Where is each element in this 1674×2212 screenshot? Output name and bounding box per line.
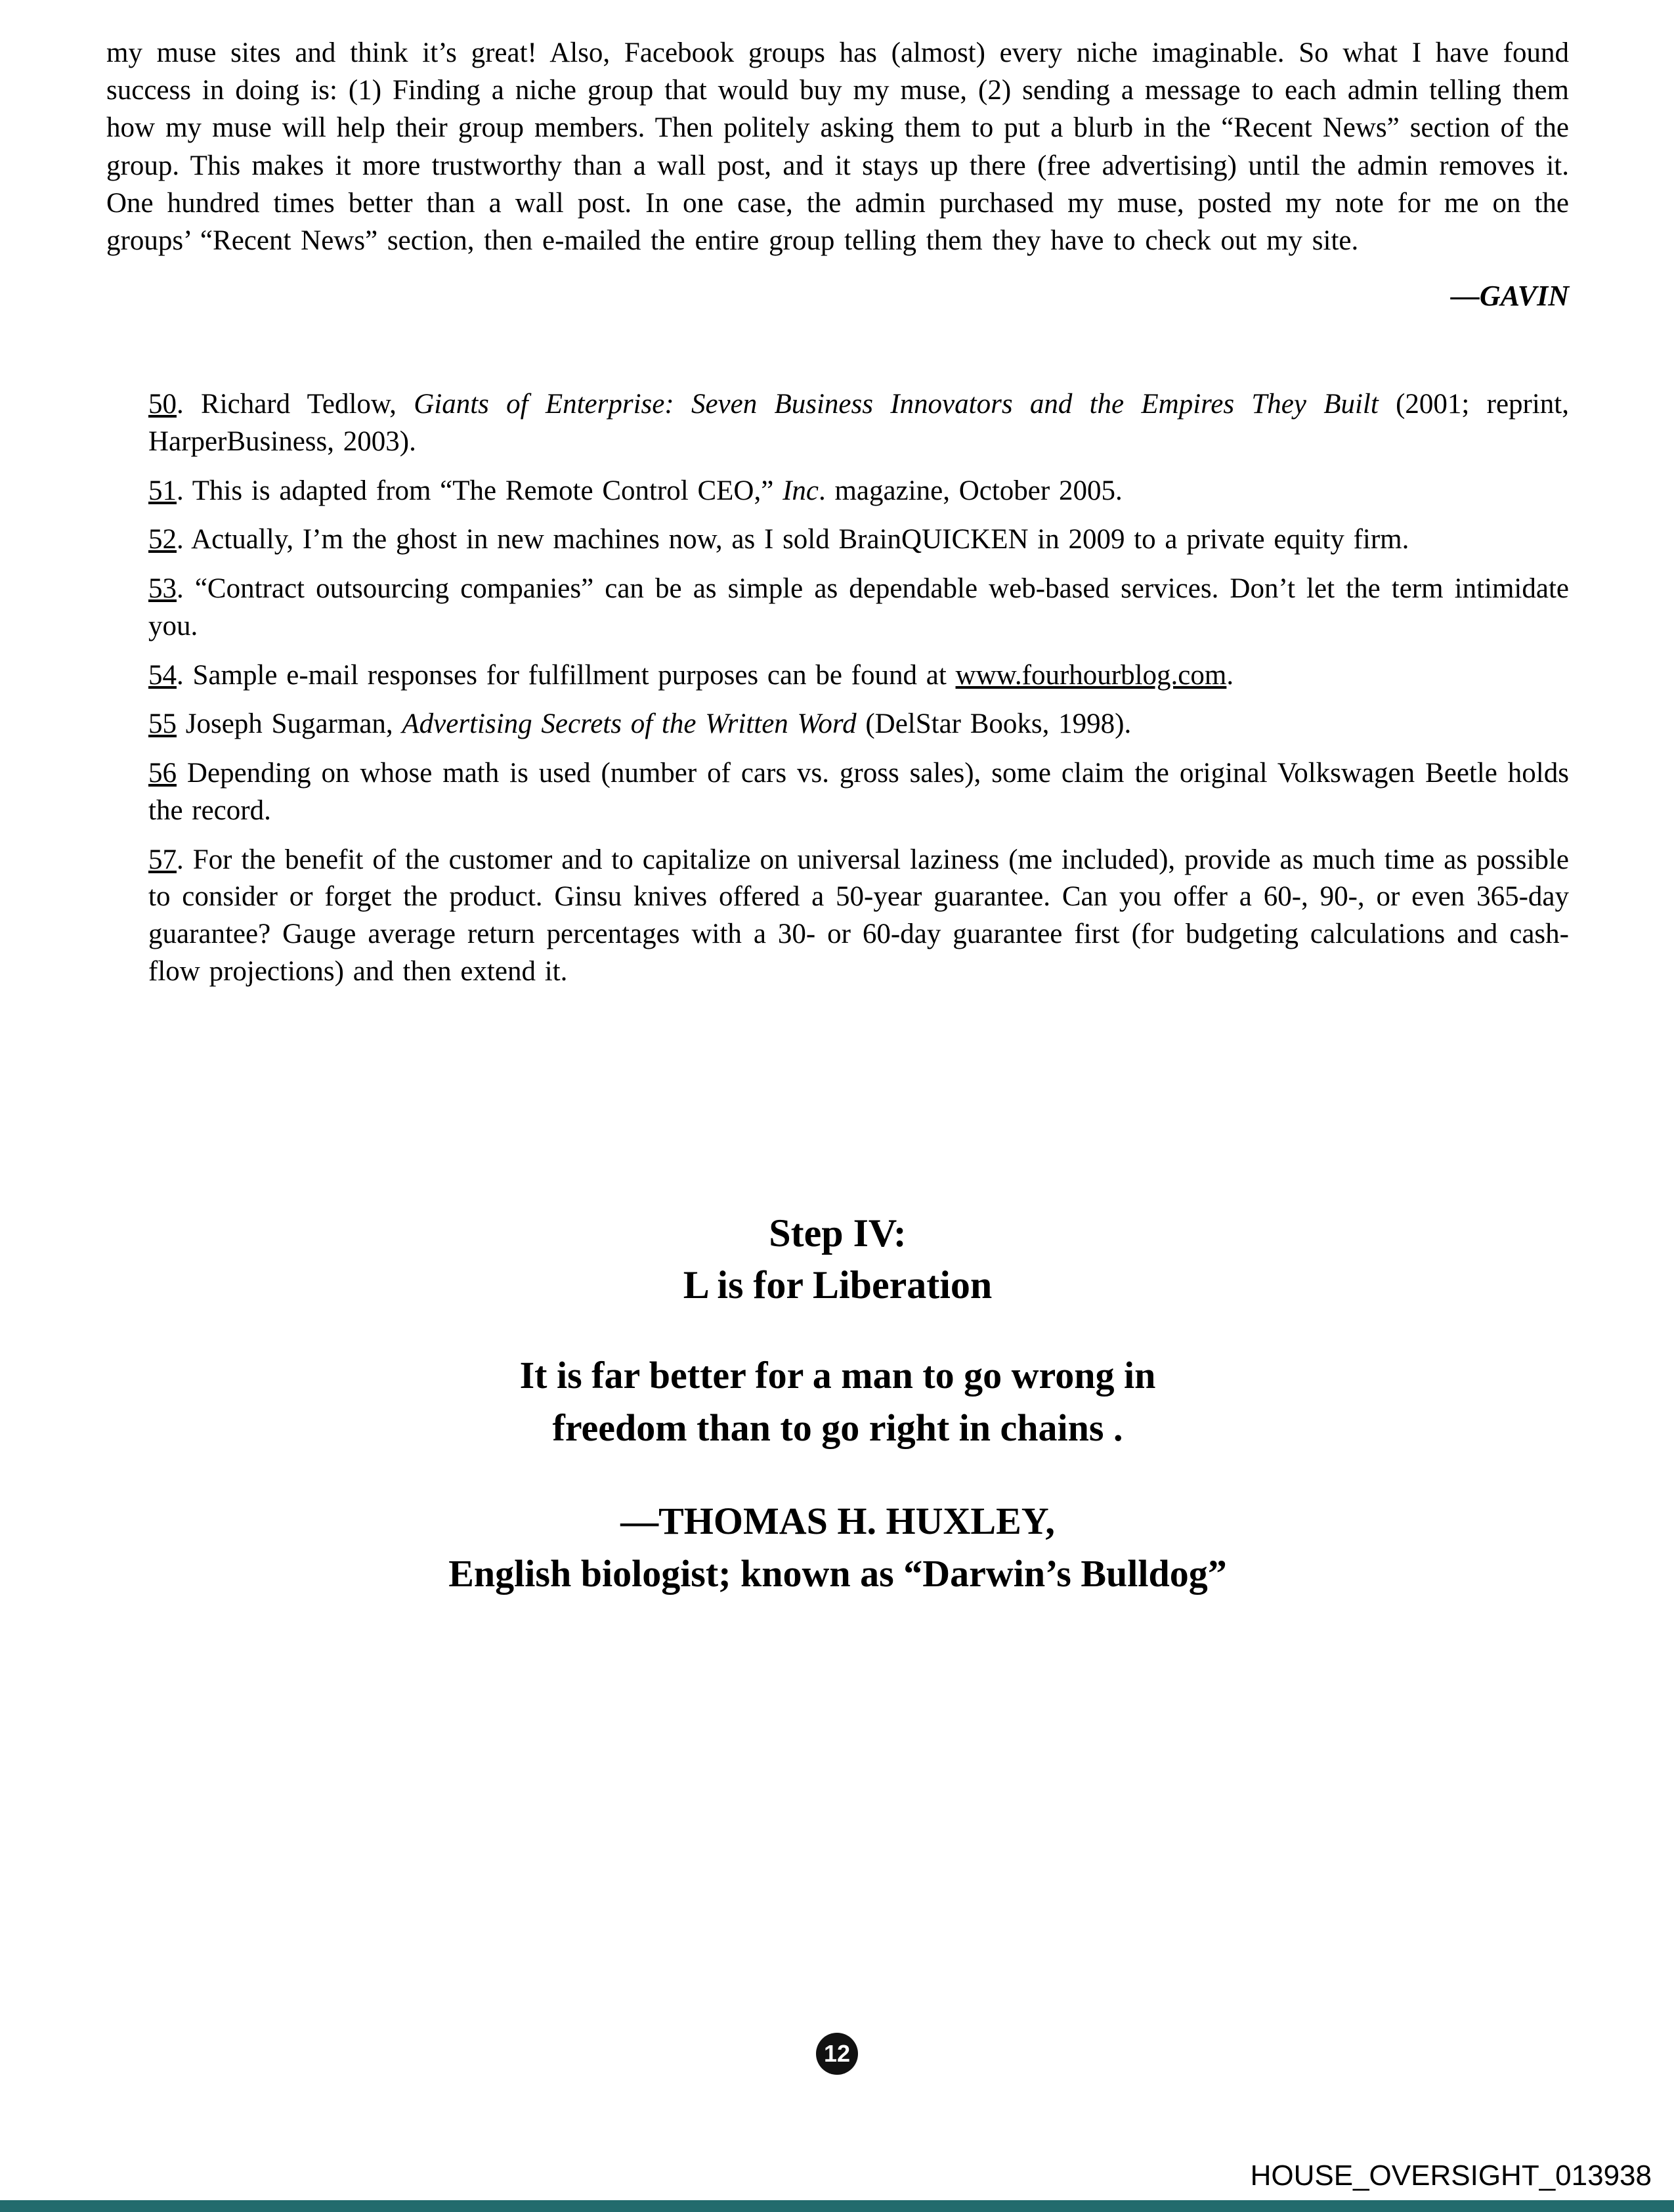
footnote-51-tail: . magazine, October 2005.	[818, 475, 1123, 506]
gavin-attribution: —GAVIN	[1450, 280, 1569, 313]
footnote-55-tail: (DelStar Books, 1998).	[856, 708, 1132, 740]
footnote-56	[148, 755, 1569, 830]
footnote-53-text: . “Contract outsourcing companies” can be as simple as dependable web-based services. Don’t let the term intimidate you.	[148, 573, 1569, 641]
footnote-52-number-link[interactable]: 52	[148, 524, 177, 555]
footnote-55-book-title: Advertising Secrets of the Written Word	[402, 708, 857, 740]
footnote-51	[148, 473, 1569, 510]
oversight-stamp: HOUSE_OVERSIGHT_013938	[1250, 2159, 1652, 2192]
footnote-50-book-title: Giants of Enterprise: Seven Business Innovators and the Empires They Built	[414, 389, 1379, 420]
footnote-57	[148, 842, 1569, 991]
footnote-56-text: Depending on whose math is used (number of cars vs. gross sales), some claim the original Volkswagen Beetle holds the record.	[148, 758, 1569, 826]
footnote-56-number-link[interactable]: 56	[148, 758, 177, 789]
epigraph-quote-line2: freedom than to go right in chains .	[552, 1406, 1123, 1450]
step-title	[106, 1207, 1569, 1311]
footnote-53-number-link[interactable]: 53	[148, 573, 177, 605]
epigraph-author-line2: English biologist; known as “Darwin’s Bulldog”	[448, 1552, 1227, 1595]
footnote-51-number-link[interactable]: 51	[148, 475, 177, 506]
footnote-53	[148, 571, 1569, 645]
footnote-52-text: . Actually, I’m the ghost in new machines now, as I sold BrainQUICKEN in 2009 to a private equity firm.	[177, 524, 1409, 555]
page-number-badge	[816, 2033, 858, 2075]
footnotes-block	[106, 386, 1569, 991]
footnote-54	[148, 657, 1569, 695]
epigraph-author-line1: —THOMAS H. HUXLEY,	[620, 1500, 1055, 1543]
epigraph-attribution	[106, 1495, 1569, 1600]
footnote-50	[148, 386, 1569, 461]
footnote-54-url-link[interactable]: www.fourhourblog.com	[955, 659, 1227, 691]
epigraph-quote	[106, 1349, 1569, 1454]
footnote-50-tail: (2001; reprint, HarperBusiness, 2003).	[148, 389, 1569, 457]
footnote-57-number-link[interactable]: 57	[148, 844, 177, 875]
footnote-50-number-link[interactable]: 50	[148, 389, 177, 420]
bottom-scan-bar	[0, 2200, 1674, 2212]
page-number: 12	[823, 2040, 851, 2067]
step-title-line2: L is for Liberation	[683, 1263, 993, 1307]
footnote-54-number-link[interactable]: 54	[148, 659, 177, 691]
footnote-54-tail: .	[1226, 659, 1234, 691]
epigraph-quote-line1: It is far better for a man to go wrong in	[519, 1354, 1156, 1397]
footnote-50-text: . Richard Tedlow,	[177, 389, 414, 420]
footnote-51-magazine-title: Inc	[783, 475, 819, 506]
body-paragraph: my muse sites and think it’s great! Also, Facebook groups has (almost) every niche imaginable. So what I have found success in doing is: (1) Finding a niche group that would buy my muse, (2) sending a message to each admin telling them how my muse will help their group members. Then politely asking them to put a blurb in the “Recent News” section of the group. This makes it more trustworthy than a wall post, and it stays up there (free advertising) until the admin removes it. One hundred times better than a wall post. In one case, the admin purchased my muse, posted my note for me on the groups’ “Recent News” section, then e-mailed the entire group telling them they have to check out my site.	[106, 37, 1569, 256]
footnote-57-text: . For the benefit of the customer and to capitalize on universal laziness (me included), provide as much time as possible to consider or forget the product. Ginsu knives offered a 50-year guarantee. Can you offer a 60-, 90-, or even 365-day guarantee? Gauge average return percentages with a 30- or 60-day guarantee first (for budgeting calculations and cash-flow projections) and then extend it.	[148, 844, 1569, 987]
footnote-54-text: . Sample e-mail responses for fulfillment purposes can be found at	[177, 659, 956, 691]
step-title-line1: Step IV:	[769, 1211, 907, 1255]
footnote-55	[148, 706, 1569, 743]
chapter-section	[106, 1207, 1569, 1601]
footnote-52	[148, 521, 1569, 559]
footnote-55-text: Joseph Sugarman,	[177, 708, 402, 740]
footnote-55-number-link[interactable]: 55	[148, 708, 177, 740]
footnote-51-text: . This is adapted from “The Remote Control CEO,”	[177, 475, 783, 506]
